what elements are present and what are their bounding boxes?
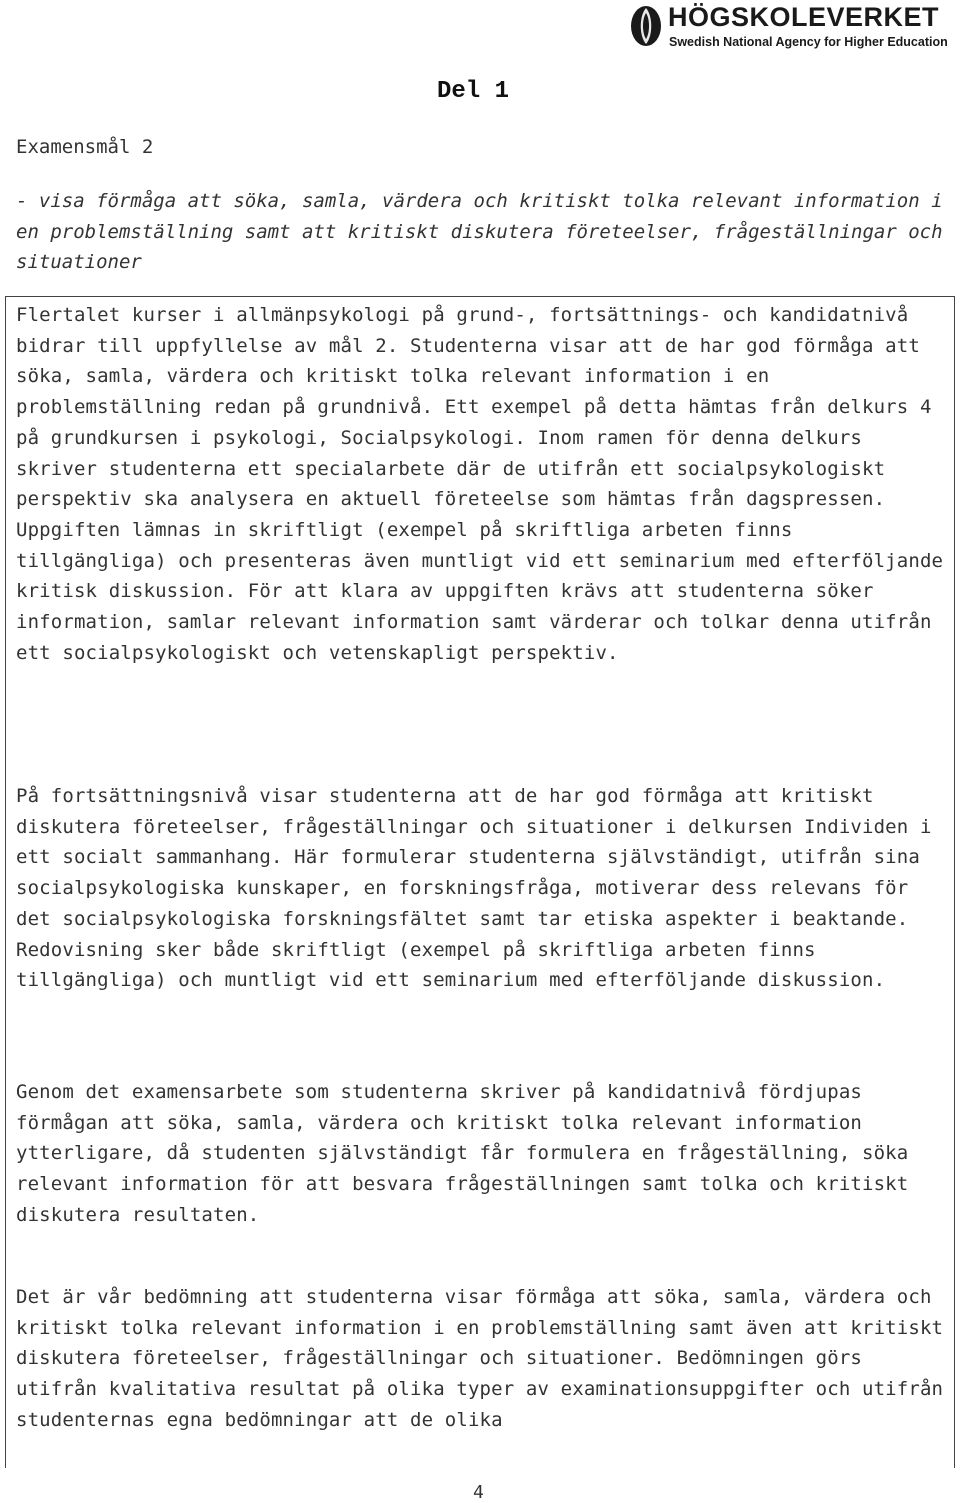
logo-name: HÖGSKOLEVERKET [668, 2, 940, 32]
logo-subtitle: Swedish National Agency for Higher Education [669, 35, 948, 49]
paragraph: På fortsättningsnivå visar studenterna att de har god förmåga att kritiskt diskutera företeelser, frågeställningar och situationer i delkursen Individen i ett socialt sammanhang. Här formulerar studenterna självständigt, utifrån sina socialpsykologiska kunskaper, en forskningsfråga, motiverar dess relevans för det socialpsykologiska forskningsfältet samt tar etiska aspekter i beaktande. Redovisning sker både skriftligt (exempel på skriftliga arbeten finns tillgängliga) och muntligt vid ett seminarium med efterföljande diskussion. [16, 785, 932, 992]
paragraph: Flertalet kurser i allmänpsykologi på grund-, fortsättnings- och kandidatnivå bidrar till uppfyllelse av mål 2. Studenterna visar att de har god förmåga att söka, samla, värdera och kritiskt tolka relevant information i en problemställning redan på grundnivå. Ett exempel på detta hämtas från delkurs 4 på grundkursen i psykologi, Socialpsykologi. Inom ramen för denna delkurs skriver studenterna ett specialarbete där de utifrån ett socialpsykologiskt perspektiv ska analysera en aktuell företeelse som hämtas från dagspressen. Uppgiften lämnas in skriftligt (exempel på skriftliga arbeten finns tillgängliga) och presenteras även muntligt vid ett seminarium med efterföljande kritisk diskussion. För att klara av uppgiften krävs att studenterna söker information, samlar relevant information samt värderar och tolkar denna utifrån ett socialpsykologiskt och vetenskapligt perspektiv. [16, 304, 944, 664]
paragraph: Det är vår bedömning att studenterna visar förmåga att söka, samla, värdera och kritiskt tolka relevant information i en problemställning samt även att kritiskt diskutera företeelser, frågeställningar och situationer. Bedömningen görs utifrån kvalitativa resultat på olika typer av examinationsuppgifter och utifrån studenternas egna bedömningar att de olika [16, 1286, 944, 1431]
paragraph: Genom det examensarbete som studenterna skriver på kandidatnivå fördjupas förmågan att söka, samla, värdera och kritiskt tolka relevant information ytterligare, då studenten självständigt får formulera en frågeställning, söka relevant information för att besvara frågeställningen samt tolka och kritiskt diskutera resultaten. [16, 1081, 909, 1226]
hogskoleverket-logo [630, 2, 946, 54]
section-label: Examensmål 2 [16, 136, 154, 158]
goal-text: - visa förmåga att söka, samla, värdera och kritiskt tolka relevant information i en problemställning samt att kritiskt diskutera företeelser, frågeställningar och situationer [16, 190, 943, 273]
page-title: Del 1 [437, 78, 510, 105]
agency-emblem-icon [630, 4, 662, 48]
page-number: 4 [473, 1482, 484, 1503]
